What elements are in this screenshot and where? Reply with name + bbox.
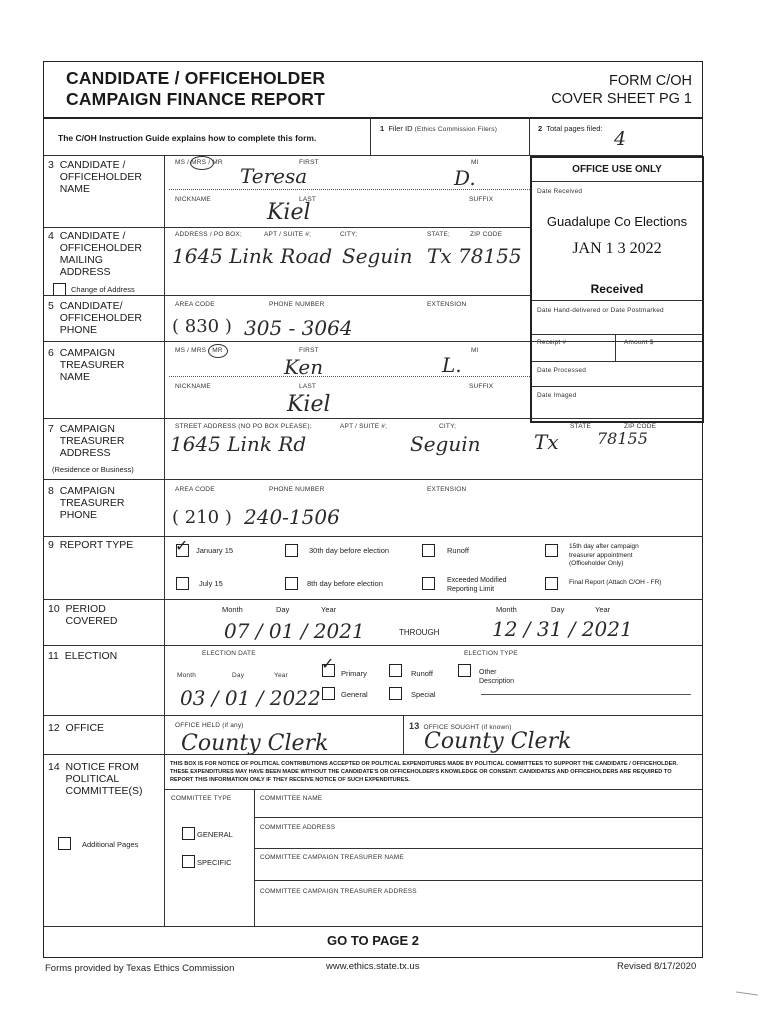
section-14-label: 14 NOTICE FROM POLITICAL COMMITTEE(S) — [48, 761, 143, 797]
period-to[interactable]: 12 / 31 / 2021 — [492, 617, 633, 641]
scan-mark — [736, 991, 758, 995]
form-id: FORM C/OH — [609, 73, 692, 89]
office-sought-value[interactable]: County Clerk — [424, 729, 572, 754]
section-13-label: 13 OFFICE SOUGHT (if known) — [409, 721, 512, 731]
treasurer-city-label: CITY; — [439, 423, 457, 430]
primary-label: Primary — [341, 669, 367, 678]
period-day-label-2: Day — [551, 605, 565, 614]
section-3-label: 3 CANDIDATE / OFFICEHOLDER NAME — [48, 159, 142, 195]
treasurer-zip-label: ZIP CODE — [624, 423, 657, 430]
election-month-label: Month — [177, 672, 197, 679]
treasurer-suffix-label: SUFFIX — [469, 383, 494, 390]
suffix-label: SUFFIX — [469, 196, 494, 203]
candidate-state-zip[interactable]: Tx 78155 — [427, 244, 522, 268]
filer-id-field[interactable] — [384, 138, 524, 152]
primary-checkmark: ✓ — [321, 656, 335, 673]
exceeded-checkbox[interactable] — [422, 577, 435, 590]
section-9-label: 9 REPORT TYPE — [48, 539, 134, 551]
final-report-label: Final Report (Attach C/OH - FR) — [569, 579, 662, 586]
treasurer-phone-label: PHONE NUMBER — [269, 486, 325, 493]
treasurer-mi-label: MI — [471, 347, 479, 354]
street-address-label: STREET ADDRESS (NO PO BOX PLEASE); — [175, 423, 312, 430]
candidate-first-name[interactable]: Teresa — [240, 164, 308, 188]
instruction-text: The C/OH Instruction Guide explains how to complete this form. — [58, 133, 317, 143]
cover-sheet-label: COVER SHEET PG 1 — [551, 91, 692, 107]
day15-checkbox[interactable] — [545, 544, 558, 557]
filer-id-label: Filer ID — [388, 124, 413, 133]
treasurer-phone[interactable]: 240-1506 — [244, 505, 340, 529]
committee-notice-text: THIS BOX IS FOR NOTICE OF POLITICAL CONTRIBUTIONS ACCEPTED OR POLITICAL EXPENDITURES MADE BY POLITICAL COMMITTEES TO SUPPORT THE CANDIDATE / OFFICEHOLDER. THESE EXPENDITURES MAY HAVE BEEN MADE WITHOUT THE CANDIDATE'S OR OFFICEHOLDER'S KNOWLEDGE OR CONSENT. CANDIDATES AND OFFICEHOLDERS ARE REQUIRED TO REPORT THIS INFORMATION ONLY IF THEY RECEIVE NOTICE OF SUCH EXPENDITURES. — [170, 761, 678, 783]
total-pages-num: 2 — [538, 124, 543, 133]
candidate-area-code[interactable]: ( 830 ) — [172, 316, 232, 337]
last-label: LAST — [299, 196, 317, 203]
committee-type-label: COMMITTEE TYPE — [171, 795, 232, 802]
specific-committee-label: SPECIFIC — [197, 858, 232, 867]
day30-label: 30th day before election — [309, 546, 390, 555]
special-election-checkbox[interactable] — [389, 687, 402, 700]
footer-url[interactable]: www.ethics.state.tx.us — [326, 961, 420, 972]
office-use-box — [530, 156, 704, 423]
date-received-label: Date Received — [537, 188, 583, 195]
committee-treasurer-address-label: COMMITTEE CAMPAIGN TREASURER ADDRESS — [260, 888, 417, 895]
receipt-label: Receipt # — [537, 339, 567, 346]
election-year-label: Year — [274, 672, 288, 679]
general-election-label: General — [341, 690, 368, 699]
hand-delivered-label: Date Hand-delivered or Date Postmarked — [537, 307, 664, 314]
amount-label: Amount $ — [624, 339, 654, 346]
election-day-label: Day — [232, 672, 245, 679]
through-label: THROUGH — [399, 628, 440, 637]
treasurer-prefix-label: MS / MRS / MR — [175, 347, 223, 354]
section-12-label: 12 OFFICE — [48, 722, 105, 734]
treasurer-area-code[interactable]: ( 210 ) — [172, 507, 232, 528]
section-11-label: 11 ELECTION — [48, 650, 118, 662]
filer-id-num: 1 — [380, 124, 385, 133]
treasurer-first-name[interactable]: Ken — [284, 355, 324, 379]
period-month-label: Month — [222, 605, 243, 614]
special-election-label: Special — [411, 690, 436, 699]
name-prefix-label: MS / MRS / MR — [175, 159, 223, 166]
first-label: FIRST — [299, 159, 319, 166]
section-8-label: 8 CAMPAIGN TREASURER PHONE — [48, 485, 125, 521]
other-election-label: Other Description — [479, 669, 515, 685]
general-committee-label: GENERAL — [197, 830, 233, 839]
exceeded-label: Exceeded Modified Reporting Limit — [447, 577, 507, 593]
candidate-phone[interactable]: 305 - 3064 — [244, 316, 353, 340]
day8-checkbox[interactable] — [285, 577, 298, 590]
treasurer-apt-label: APT / SUITE #; — [340, 423, 388, 430]
mrs-circle — [190, 156, 214, 170]
nickname-label: NICKNAME — [175, 196, 211, 203]
treasurer-area-code-label: AREA CODE — [175, 486, 215, 493]
treasurer-extension-label: EXTENSION — [427, 486, 467, 493]
form-title-line2: CAMPAIGN FINANCE REPORT — [66, 89, 325, 109]
extension-label: EXTENSION — [427, 301, 467, 308]
mi-label: MI — [471, 159, 479, 166]
area-code-label: AREA CODE — [175, 301, 215, 308]
election-type-label: ELECTION TYPE — [464, 650, 518, 657]
runoff-election-label: Runoff — [411, 669, 433, 678]
period-from[interactable]: 07 / 01 / 2021 — [224, 619, 365, 643]
stamp-received: Received — [590, 282, 644, 296]
candidate-city[interactable]: Seguin — [342, 244, 413, 268]
section-5-label: 5 CANDIDATE/ OFFICEHOLDER PHONE — [48, 300, 142, 336]
day15-label: 15th day after campaign treasurer appointment (Officeholder Only) — [569, 543, 639, 567]
candidate-last-name[interactable]: Kiel — [267, 200, 311, 225]
change-of-address-label: Change of Address — [71, 285, 135, 294]
treasurer-state[interactable]: Tx — [534, 430, 559, 454]
general-committee-checkbox[interactable] — [182, 827, 195, 840]
election-date-label: ELECTION DATE — [202, 650, 256, 657]
phone-number-label: PHONE NUMBER — [269, 301, 325, 308]
apt-label: APT / SUITE #; — [264, 231, 312, 238]
footer-revised: Revised 8/17/2020 — [617, 961, 697, 972]
office-held-label: OFFICE HELD (if any) — [175, 722, 244, 729]
committee-address-label: COMMITTEE ADDRESS — [260, 824, 336, 831]
jan15-label: January 15 — [196, 546, 234, 555]
additional-pages-label: Additional Pages — [82, 840, 139, 849]
office-held-value[interactable]: County Clerk — [181, 731, 329, 756]
runoff-report-label: Runoff — [447, 546, 469, 555]
jan15-checkmark: ✓ — [175, 538, 189, 555]
day8-label: 8th day before election — [307, 579, 383, 588]
election-date-value[interactable]: 03 / 01 / 2022 — [180, 686, 321, 710]
state-label: STATE; — [427, 231, 450, 238]
residence-note: (Residence or Business) — [52, 465, 134, 474]
section-7-label: 7 CAMPAIGN TREASURER ADDRESS — [48, 423, 125, 459]
stamp-date: JAN 1 3 2022 — [572, 240, 662, 257]
mr-circle — [208, 344, 228, 358]
committee-treasurer-name-label: COMMITTEE CAMPAIGN TREASURER NAME — [260, 854, 404, 861]
final-report-checkbox[interactable] — [545, 577, 558, 590]
period-year-label-2: Year — [595, 605, 611, 614]
date-processed-label: Date Processed — [537, 367, 587, 374]
committee-name-label: COMMITTEE NAME — [260, 795, 323, 802]
treasurer-zip[interactable]: 78155 — [597, 429, 648, 448]
stamp-office-name: Guadalupe Co Elections — [546, 214, 688, 229]
footer-provided: Forms provided by Texas Ethics Commission — [45, 963, 235, 974]
treasurer-address[interactable]: 1645 Link Rd — [170, 432, 307, 456]
treasurer-first-label: FIRST — [299, 347, 319, 354]
treasurer-state-label: STATE — [570, 423, 591, 430]
office-use-title: OFFICE USE ONLY — [572, 164, 662, 175]
treasurer-last-label: LAST — [299, 383, 317, 390]
total-pages-label: Total pages filed: — [546, 124, 603, 133]
treasurer-middle-initial[interactable]: L. — [442, 353, 462, 377]
period-year-label: Year — [321, 605, 337, 614]
section-4-label: 4 CANDIDATE / OFFICEHOLDER MAILING ADDRESS — [48, 230, 142, 278]
candidate-middle-initial[interactable]: D. — [454, 166, 476, 190]
specific-committee-checkbox[interactable] — [182, 855, 195, 868]
address-label: ADDRESS / PO BOX; — [175, 231, 242, 238]
other-election-checkbox[interactable] — [458, 664, 471, 677]
additional-pages-checkbox[interactable] — [58, 837, 71, 850]
filer-id-note: (Ethics Commission Filers) — [414, 126, 498, 133]
treasurer-nickname-label: NICKNAME — [175, 383, 211, 390]
jul15-label: July 15 — [199, 579, 223, 588]
general-election-checkbox[interactable] — [322, 687, 335, 700]
jul15-checkbox[interactable] — [176, 577, 189, 590]
zip-label: ZIP CODE — [470, 231, 503, 238]
date-imaged-label: Date Imaged — [537, 392, 577, 399]
treasurer-last-name[interactable]: Kiel — [287, 392, 331, 417]
section-6-label: 6 CAMPAIGN TREASURER NAME — [48, 347, 125, 383]
treasurer-city[interactable]: Seguin — [410, 432, 481, 456]
other-description-line[interactable] — [481, 694, 691, 695]
period-month-label-2: Month — [496, 605, 517, 614]
city-label: CITY; — [340, 231, 358, 238]
runoff-election-checkbox[interactable] — [389, 664, 402, 677]
day30-checkbox[interactable] — [285, 544, 298, 557]
candidate-address[interactable]: 1645 Link Road — [172, 244, 333, 268]
section-10-label: 10 PERIOD COVERED — [48, 603, 118, 627]
form-title-line1: CANDIDATE / OFFICEHOLDER — [66, 68, 326, 88]
go-to-page-2: GO TO PAGE 2 — [327, 933, 419, 948]
total-pages-value[interactable]: 4 — [614, 128, 627, 150]
period-day-label: Day — [276, 605, 290, 614]
runoff-report-checkbox[interactable] — [422, 544, 435, 557]
